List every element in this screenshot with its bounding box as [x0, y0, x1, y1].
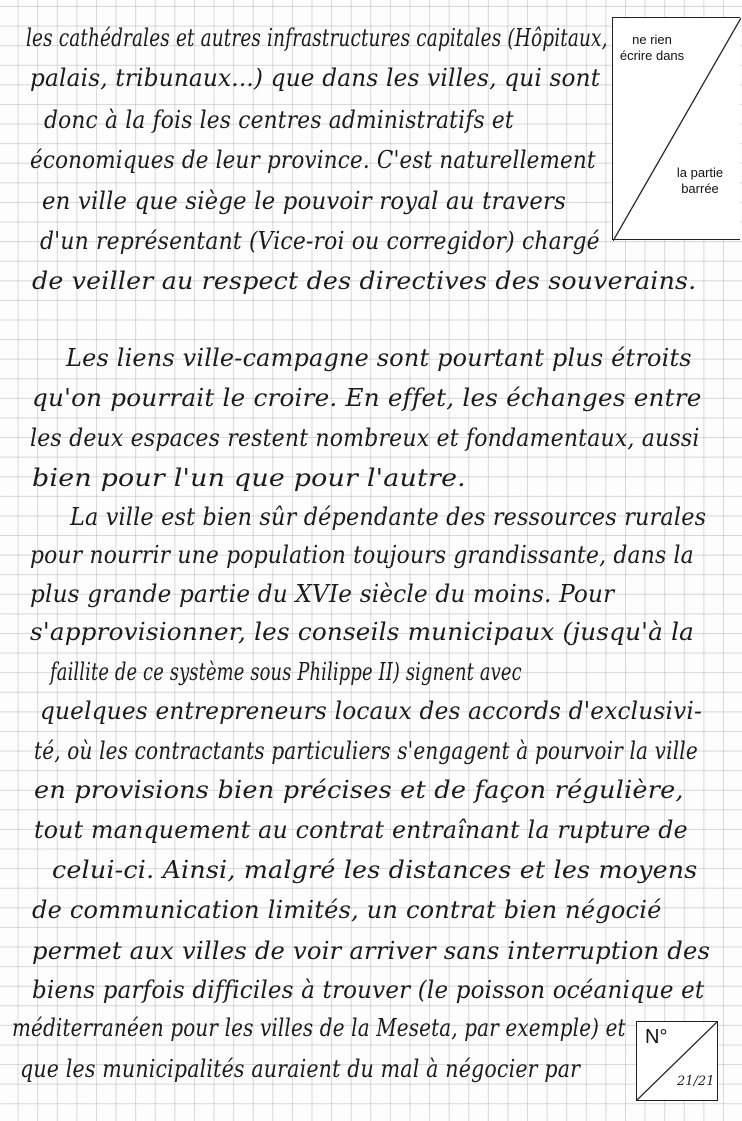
text-line: plus grande partie du XVIe siècle du moins. Pour — [30, 580, 615, 608]
text-line: d'un représentant (Vice-roi ou corregidor) chargé — [40, 227, 600, 255]
text-line: quelques entrepreneurs locaux des accords d'exclusivi- — [40, 697, 703, 725]
text-line: économiques de leur province. C'est naturellement — [30, 146, 596, 174]
text-line: bien pour l'un que pour l'autre. — [32, 464, 466, 492]
text-line: biens parfois difficiles à trouver (le poisson océanique et — [32, 976, 705, 1004]
text-line: de communication limités, un contrat bien négocié — [32, 896, 662, 924]
barred-area-note-top: ne rien écrire dans — [619, 32, 685, 63]
text-line: permet aux villes de voir arriver sans interruption des — [32, 937, 711, 965]
text-line: palais, tribunaux...) que dans les villes, qui sont — [30, 64, 601, 92]
text-line: pour nourrir une population toujours grandissante, dans la — [30, 541, 694, 569]
text-line: La ville est bien sûr dépendante des ressources rurales — [70, 503, 707, 531]
text-line: celui-ci. Ainsi, malgré les distances et les moyens — [52, 856, 698, 884]
page-number-box — [636, 1021, 718, 1101]
text-line: méditerranéen pour les villes de la Meseta, par exemple) et — [12, 1014, 626, 1042]
number-label: N° — [645, 1026, 668, 1048]
text-line: tout manquement au contrat entraînant la rupture de — [34, 816, 688, 844]
text-line: Les liens ville-campagne sont pourtant plus étroits — [66, 344, 692, 372]
text-line: qu'on pourrait le croire. En effet, les échanges entre — [32, 384, 702, 412]
barred-area-note-bottom: la partie barrée — [676, 165, 724, 196]
text-line: s'approvisionner, les conseils municipaux (jusqu'à la — [30, 618, 695, 646]
text-line: les cathédrales et autres infrastructures capitales (Hôpitaux, — [26, 24, 608, 52]
text-line: les deux espaces restent nombreux et fondamentaux, aussi — [30, 424, 700, 452]
text-line: faillite de ce système sous Philippe II) signent avec — [50, 658, 522, 686]
text-line: té, où les contractants particuliers s'engagent à pourvoir la ville — [34, 737, 698, 765]
page-number: 21/21 — [677, 1074, 715, 1089]
barred-area-box — [612, 17, 740, 240]
text-line: en provisions bien précises et de façon régulière, — [34, 776, 684, 804]
text-line: en ville que siège le pouvoir royal au travers — [42, 187, 566, 215]
text-line: donc à la fois les centres administratifs et — [44, 106, 514, 134]
text-line: de veiller au respect des directives des souverains. — [32, 267, 697, 295]
text-line: que les municipalités auraient du mal à négocier par — [20, 1055, 581, 1083]
